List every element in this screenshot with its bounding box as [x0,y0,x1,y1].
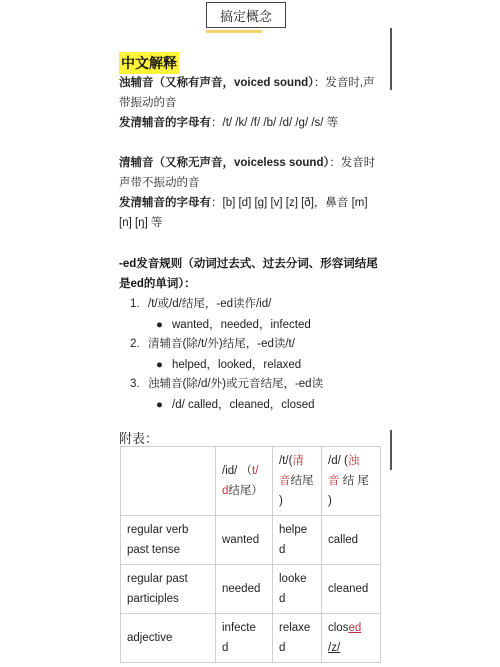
cell-text: helpe [279,524,308,536]
header-text: /d/ ( [328,455,348,467]
header-text: 结尾 [290,475,314,487]
table-header-row [121,447,381,516]
cell-text: call [328,534,346,546]
rule-item [130,375,323,391]
cell-text: ed [355,583,369,595]
row-label: regular verb past tense [121,516,216,565]
cell-id-example [216,565,273,614]
table-header-id [216,447,273,516]
bullet-icon: ● [156,399,163,411]
cell-text: ed [348,622,362,634]
cell-text: ed [345,534,359,546]
voiceless-desc: ：发音时声带不振动的音 [119,157,376,189]
rule-item [130,335,295,351]
cell-text: d [279,593,286,605]
rule-example [156,396,315,412]
cell-d-example [322,516,381,565]
rule-example [156,316,311,332]
cell-text: d [279,544,286,556]
header-text-red: d [222,485,229,497]
rule-example-text: helped，looked，relaxed [172,359,302,371]
voiced-letters [119,113,381,133]
cell-id-example [216,614,273,663]
cell-text: d [279,642,286,654]
header-text: 结 尾 [342,475,369,487]
voiceless-letters [119,193,381,233]
ed-rules-heading: -ed发音规则（动词过去式、过去分词、形容词结尾是ed的单词）： [119,258,378,290]
header-text: 结尾） [228,485,263,497]
cell-t-example [273,565,322,614]
header-text-red: t/ [252,465,259,477]
header-text: ) [328,495,332,507]
table-row [121,516,381,565]
voiced-desc: ：发音时,声带振动的音 [119,77,375,109]
rule-example [156,356,301,372]
cell-text: clos [328,622,349,634]
cell-text: ed [246,534,260,546]
rule-example-text: /d/ called，cleaned，closed [172,399,315,411]
cell-text: ed [247,583,261,595]
voiceless-letters-list: ：[b] [d] [g] [v] [z] [ð]，鼻音 [m] [n] [ŋ] 等 [119,197,368,229]
cell-text: clean [328,583,356,595]
table-row [121,565,381,614]
row-label: regular past participles [121,565,216,614]
cell-t-example [273,516,322,565]
title-underline [206,30,262,33]
appendix-table [120,446,381,663]
cell-text: d [222,642,229,654]
voiced-letters-list: ：/t/ /k/ /f/ /b/ /d/ /g/ /s/ 等 [211,117,339,129]
cell-d-example [322,614,381,663]
rule-item [130,295,271,311]
scroll-indicator-lower [390,430,392,470]
header-text-red: 音 [328,475,340,487]
header-text: /t/( [279,455,293,467]
cell-text: need [222,583,248,595]
table-row [121,614,381,663]
header-text-red: 清 [292,455,304,467]
voiced-term: 浊辅音（又称有声音，voiced sound） [119,77,314,89]
table-header-t [273,447,322,516]
cell-text: want [222,534,247,546]
voiceless-term: 清辅音（又称无声音，voiceless sound） [119,157,330,169]
cell-note: /z/ [328,642,341,654]
voiceless-letters-label: 发清辅音的字母有 [119,197,211,209]
bullet-icon: ● [156,359,163,371]
cell-text: relaxe [279,622,311,634]
cell-d-example [322,565,381,614]
appendix-label: 附表： [119,431,159,446]
table-header-cell-empty [121,447,216,516]
cell-text: looke [279,573,307,585]
cell-text: infecte [222,622,256,634]
rule-number: 1. [130,298,140,310]
page-title: 搞定概念 [206,2,286,28]
scroll-indicator [390,28,392,90]
rule-text: 浊辅音(除/d/外)或元音结尾，-ed读 [148,378,324,390]
header-text-red: 音 [279,475,291,487]
bullet-icon: ● [156,319,163,331]
header-text: ) [279,495,283,507]
rule-text: /t/或/d/结尾，-ed读作/id/ [148,298,272,310]
voiced-definition [119,73,381,113]
rule-number: 3. [130,378,140,390]
voiceless-definition [119,153,381,193]
header-text: /id/ （ [222,465,253,477]
table-header-d [322,447,381,516]
cell-t-example [273,614,322,663]
cell-id-example [216,516,273,565]
rule-number: 2. [130,338,140,350]
rule-text: 清辅音(除/t/外)结尾，-ed读/t/ [148,338,295,350]
rule-example-text: wanted，needed，infected [172,319,311,331]
voiced-letters-label: 发清辅音的字母有 [119,117,211,129]
row-label: adjective [121,614,216,663]
section-heading: 中文解释 [119,52,179,74]
header-text-red: 浊 [347,455,360,467]
